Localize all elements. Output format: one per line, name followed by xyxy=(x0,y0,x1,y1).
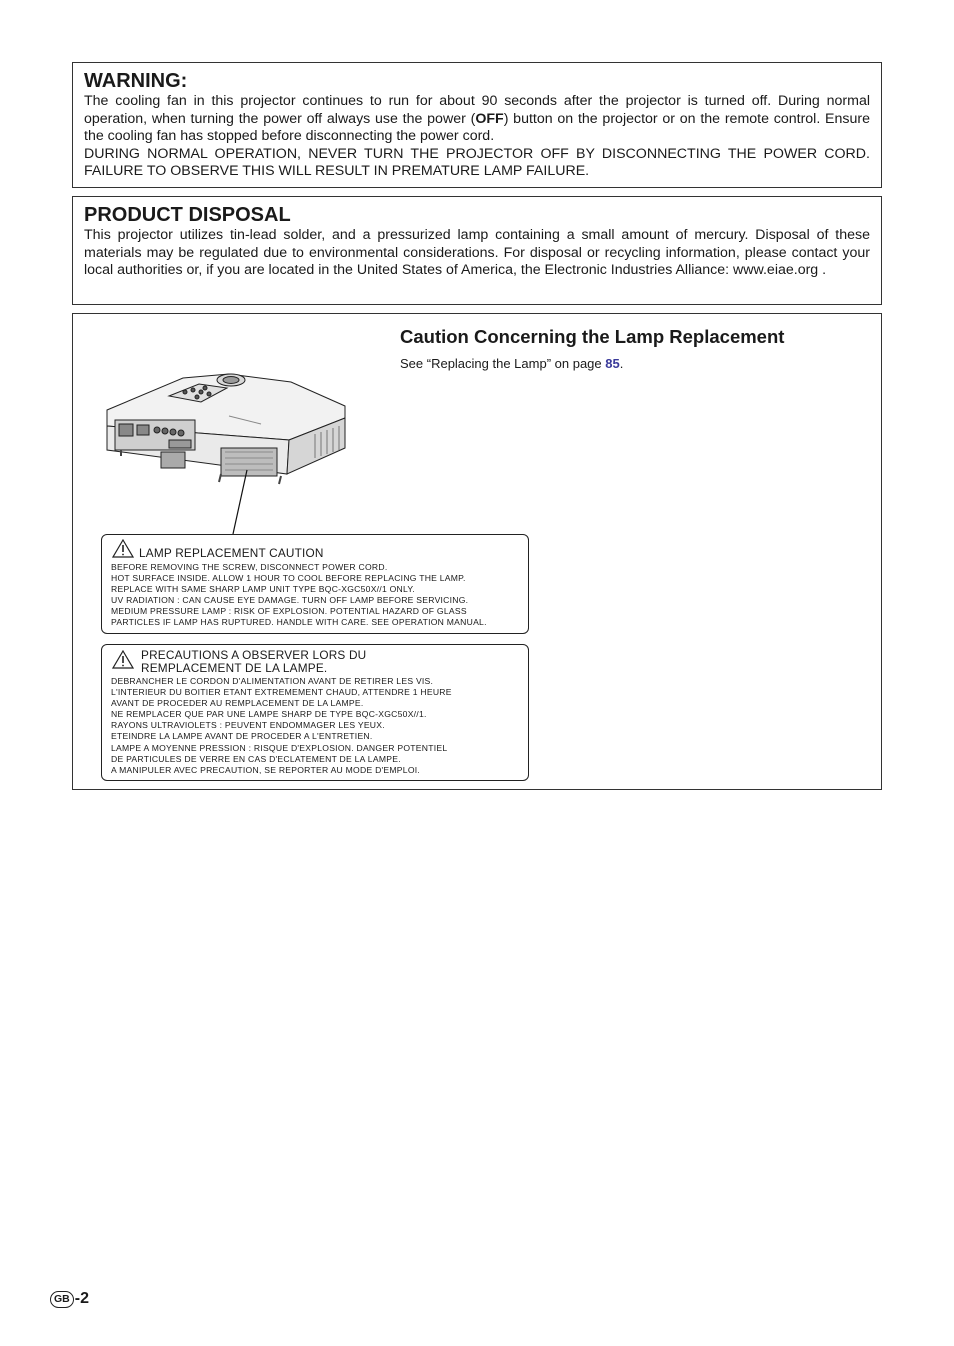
warning-section xyxy=(72,62,882,188)
label-fr-line: LAMPE A MOYENNE PRESSION : RISQUE D'EXPLOSION. DANGER POTENTIEL xyxy=(111,742,448,753)
projector-illustration xyxy=(101,370,351,540)
label-en-lines xyxy=(111,562,487,629)
lamp-caution-section xyxy=(72,313,882,790)
label-en-line: HOT SURFACE INSIDE. ALLOW 1 HOUR TO COOL BEFORE REPLACING THE LAMP. xyxy=(111,573,466,584)
label-en-line: BEFORE REMOVING THE SCREW, DISCONNECT POWER CORD. xyxy=(111,562,388,572)
label-fr-line: AVANT DE PROCEDER AU REMPLACEMENT DE LA LAMPE. xyxy=(111,698,364,709)
label-en-line: REPLACE WITH SAME SHARP LAMP UNIT TYPE BQC-XGC50X//1 ONLY. xyxy=(111,584,415,595)
label-fr-line: RAYONS ULTRAVIOLETS : PEUVENT ENDOMMAGER LES YEUX. xyxy=(111,720,385,731)
warning-triangle-icon xyxy=(112,650,134,669)
label-fr-line: L'INTERIEUR DU BOITIER ETANT EXTREMEMENT CHAUD, ATTENDRE 1 HEURE xyxy=(111,687,452,698)
label-fr-line: A MANIPULER AVEC PRECAUTION, SE REPORTER AU MODE D'EMPLOI. xyxy=(111,764,421,775)
page-number xyxy=(50,1290,89,1308)
label-fr-lines xyxy=(111,676,452,776)
warning-text-1b: ) button on the projector or on the remote control. Ensure the cooling fan has stopped before disconnecting the power cord. xyxy=(84,110,871,145)
label-fr-heading-line-1: PRECAUTIONS A OBSERVER LORS DU xyxy=(141,648,367,662)
off-button-label: OFF xyxy=(475,110,504,127)
disposal-paragraph: This projector utilizes tin-lead solder, and a pressurized lamp containing a small amount of mercury. Disposal of these materials may be regulated due to environmental considerations. For disposal or recycling information, please contact your local authorities or, if you are located in the United States of America, the Electronic Industries Alliance: www.eiae.org . xyxy=(84,227,870,279)
label-en-line: MEDIUM PRESSURE LAMP : RISK OF EXPLOSION. POTENTIAL HAZARD OF GLASS xyxy=(111,606,467,617)
label-fr-line: ETEINDRE LA LAMPE AVANT DE PROCEDER A L'ENTRETIEN. xyxy=(111,731,373,742)
page-number-text: -2 xyxy=(74,1290,89,1307)
label-fr-heading-line-2: REMPLACEMENT DE LA LAMPE. xyxy=(141,660,328,675)
label-en-line: PARTICLES IF LAMP HAS RUPTURED. HANDLE WITH CARE. SEE OPERATION MANUAL. xyxy=(111,617,487,628)
warning-paragraph-2: DURING NORMAL OPERATION, NEVER TURN THE PROJECTOR OFF BY DISCONNECTING THE POWER CORD. FAILURE TO OBSERVE THIS WILL RESULT IN PREMATURE LAMP FAILURE. xyxy=(84,145,870,180)
label-fr-line: DE PARTICULES DE VERRE EN CAS D'ECLATEMENT DE LA LAMPE. xyxy=(111,753,401,764)
lamp-caution-label-french xyxy=(101,644,529,781)
label-fr-line: DEBRANCHER LE CORDON D'ALIMENTATION AVANT DE RETIRER LES VIS. xyxy=(111,676,434,686)
lamp-caution-title: Caution Concerning the Lamp Replacement xyxy=(400,326,785,347)
see-reference-text: See “Replacing the Lamp” on page xyxy=(400,356,606,371)
disposal-title: PRODUCT DISPOSAL xyxy=(84,204,291,226)
disposal-section xyxy=(72,196,882,305)
warning-text-1a: The cooling fan in this projector continues to run for about 90 seconds after the projector is turned off. During normal operation, when turning the power off always use the power ( xyxy=(84,93,870,127)
see-replacing-lamp-reference xyxy=(400,356,623,371)
page-link[interactable]: 85 xyxy=(605,356,620,371)
warning-title: WARNING: xyxy=(84,70,188,92)
label-fr-line: NE REMPLACER QUE PAR UNE LAMPE SHARP DE TYPE BQC-XGC50X//1. xyxy=(111,709,427,720)
see-reference-end: . xyxy=(619,356,624,371)
label-en-heading: LAMP REPLACEMENT CAUTION xyxy=(139,546,324,560)
lamp-caution-label-english xyxy=(101,534,529,634)
gb-language-badge: GB xyxy=(50,1291,74,1308)
label-en-line: UV RADIATION : CAN CAUSE EYE DAMAGE. TURN OFF LAMP BEFORE SERVICING. xyxy=(111,595,469,606)
label-fr-heading xyxy=(141,649,366,674)
warning-triangle-icon xyxy=(112,539,134,558)
warning-paragraph-1 xyxy=(84,93,870,146)
